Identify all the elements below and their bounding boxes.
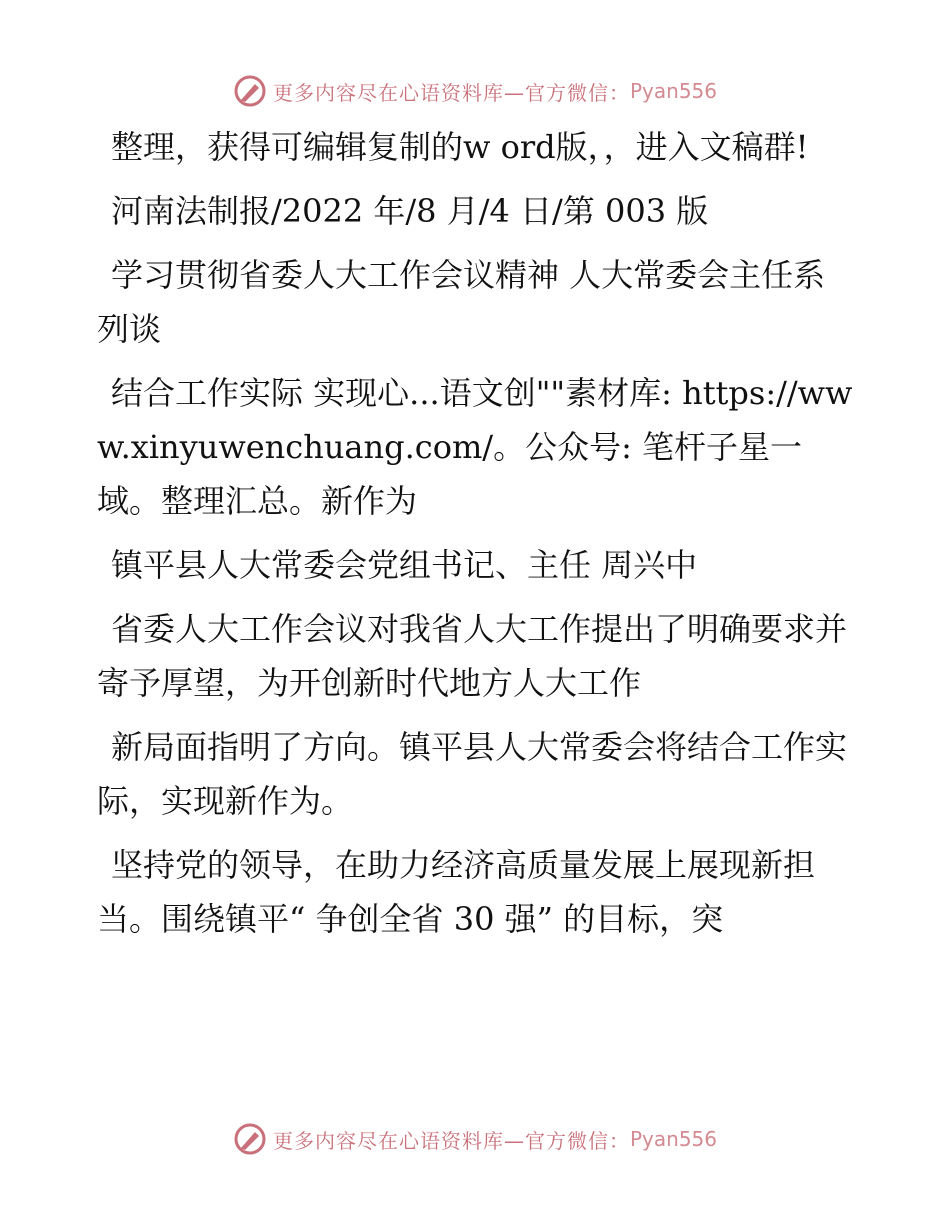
pen-logo-icon — [233, 74, 267, 108]
paragraph-author: 镇平县人大常委会党组书记、主任 周兴中 — [111, 546, 698, 584]
watermark-handle: Pyan556 — [629, 1127, 717, 1151]
paragraph-body-2: 新局面指明了方向。镇平县人大常委会将结合工作实际，实现新作为。 — [97, 728, 848, 820]
watermark-banner-top — [0, 74, 950, 108]
watermark-handle: Pyan556 — [629, 79, 717, 103]
paragraph-article-title: 结合工作实际 实现心...语文创""素材库: https://www.xinyuwenchuang.com/。公众号: 笔杆子星一域。整理汇总。新作为 — [97, 374, 853, 520]
paragraph-notice: 整理，获得可编辑复制的w ord版，，进入文稿群! — [111, 128, 809, 166]
watermark-banner-bottom — [0, 1122, 950, 1156]
document-body — [97, 120, 857, 956]
pen-logo-icon — [233, 1122, 267, 1156]
paragraph-column-title: 学习贯彻省委人大工作会议精神 人大常委会主任系列谈 — [97, 256, 826, 348]
watermark-text: 更多内容尽在心语资料库—官方微信： — [272, 80, 630, 105]
paragraph-source: 河南法制报/2022 年/8 月/4 日/第 003 版 — [111, 192, 709, 230]
paragraph-body-3: 坚持党的领导，在助力经济高质量发展上展现新担当。围绕镇平“ 争创全省 30 强” 的目标，突 — [97, 846, 816, 938]
watermark-text: 更多内容尽在心语资料库—官方微信： — [272, 1128, 630, 1153]
paragraph-body-1: 省委人大工作会议对我省人大工作提出了明确要求并寄予厚望，为开创新时代地方人大工作 — [97, 610, 848, 702]
